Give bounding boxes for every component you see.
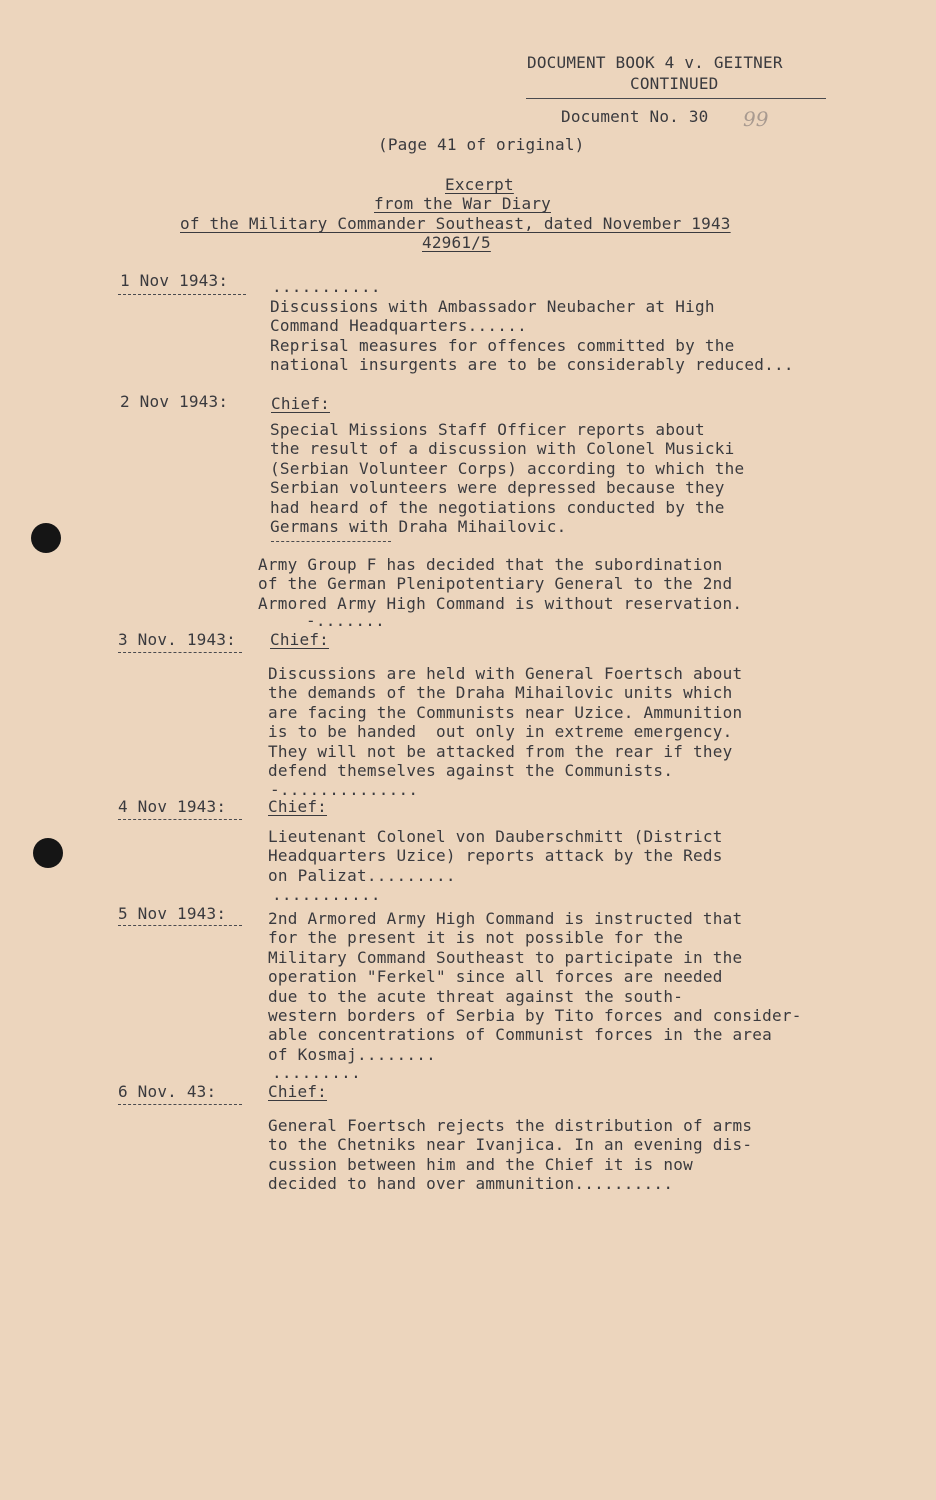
entry-heading: Chief: — [268, 1082, 327, 1101]
title-excerpt: Excerpt — [445, 175, 514, 194]
entry-ellipsis: -....... — [306, 611, 386, 630]
header-rule — [526, 98, 826, 99]
date-underline — [118, 819, 242, 820]
entry-date: 2 Nov 1943: — [120, 392, 229, 411]
title-file-number: 42961/5 — [422, 233, 491, 252]
entry-date: 4 Nov 1943: — [118, 797, 227, 816]
entry-date: 5 Nov 1943: — [118, 904, 227, 923]
header-continued-line: CONTINUED — [630, 74, 719, 93]
entry-text: Discussions are held with General Foertsch about the demands of the Draha Mihailovic units which are facing the Communists near Uzice. Ammunition is to be handed out only in extreme emergency. They will not be attacked from the rear if they defend themselves against the Communists. — [268, 664, 743, 781]
date-underline — [118, 652, 242, 653]
entry-text: General Foertsch rejects the distribution of arms to the Chetniks near Ivanjica. In an evening dis- cussion between him and the Chief it is now decided to hand over ammunition.......... — [268, 1116, 753, 1194]
date-underline — [118, 1104, 242, 1105]
entry-heading: Chief: — [268, 797, 327, 816]
entry-text: Army Group F has decided that the subordination of the German Plenipotentiary General to the 2nd Armored Army High Command is without reservation. — [258, 555, 743, 613]
entry-ellipsis: ........... — [272, 277, 381, 296]
entry-heading: Chief: — [271, 394, 330, 413]
punch-hole-bottom — [33, 838, 63, 868]
entry-text: Discussions with Ambassador Neubacher at High Command Headquarters...... Reprisal measures for offences committed by the national insurgents are to be considerably reduced... — [270, 297, 794, 375]
handwritten-document-number: 99 — [743, 107, 769, 131]
document-number: Document No. 30 — [561, 107, 709, 126]
entry-text: Lieutenant Colonel von Dauberschmitt (District Headquarters Uzice) reports attack by the Reds on Palizat......... — [268, 827, 723, 885]
title-war-diary: from the War Diary — [374, 194, 551, 213]
entry-date: 1 Nov 1943: — [120, 271, 229, 290]
page-reference: (Page 41 of original) — [378, 135, 585, 154]
punch-hole-top — [31, 523, 61, 553]
entry-ellipsis: ......... — [272, 1063, 361, 1082]
header-book-line: DOCUMENT BOOK 4 v. GEITNER — [527, 53, 783, 72]
date-underline — [118, 925, 242, 926]
entry-heading: Chief: — [270, 630, 329, 649]
entry-ellipsis: ........... — [272, 885, 381, 904]
entry-ellipsis: -.............. — [270, 780, 419, 799]
entry-text: Special Missions Staff Officer reports about the result of a discussion with Colonel Musicki (Serbian Volunteer Corps) according to which the Serbian volunteers were depressed because they had heard of the negotiations conducted by the Germans with Draha Mihailovic. — [270, 420, 745, 537]
entry-date: 3 Nov. 1943: — [118, 630, 236, 649]
entry-date: 6 Nov. 43: — [118, 1082, 217, 1101]
section-separator — [271, 541, 391, 542]
date-underline — [118, 294, 246, 295]
title-commander-line: of the Military Commander Southeast, dated November 1943 — [180, 214, 731, 233]
entry-text: 2nd Armored Army High Command is instructed that for the present it is not possible for the Military Command Southeast to participate in the operation "Ferkel" since all forces are needed due to the acute threat against the south- western borders of Serbia by Tito forces and consider- able concentrations of Communist forces in the area of Kosmaj........ — [268, 909, 802, 1064]
